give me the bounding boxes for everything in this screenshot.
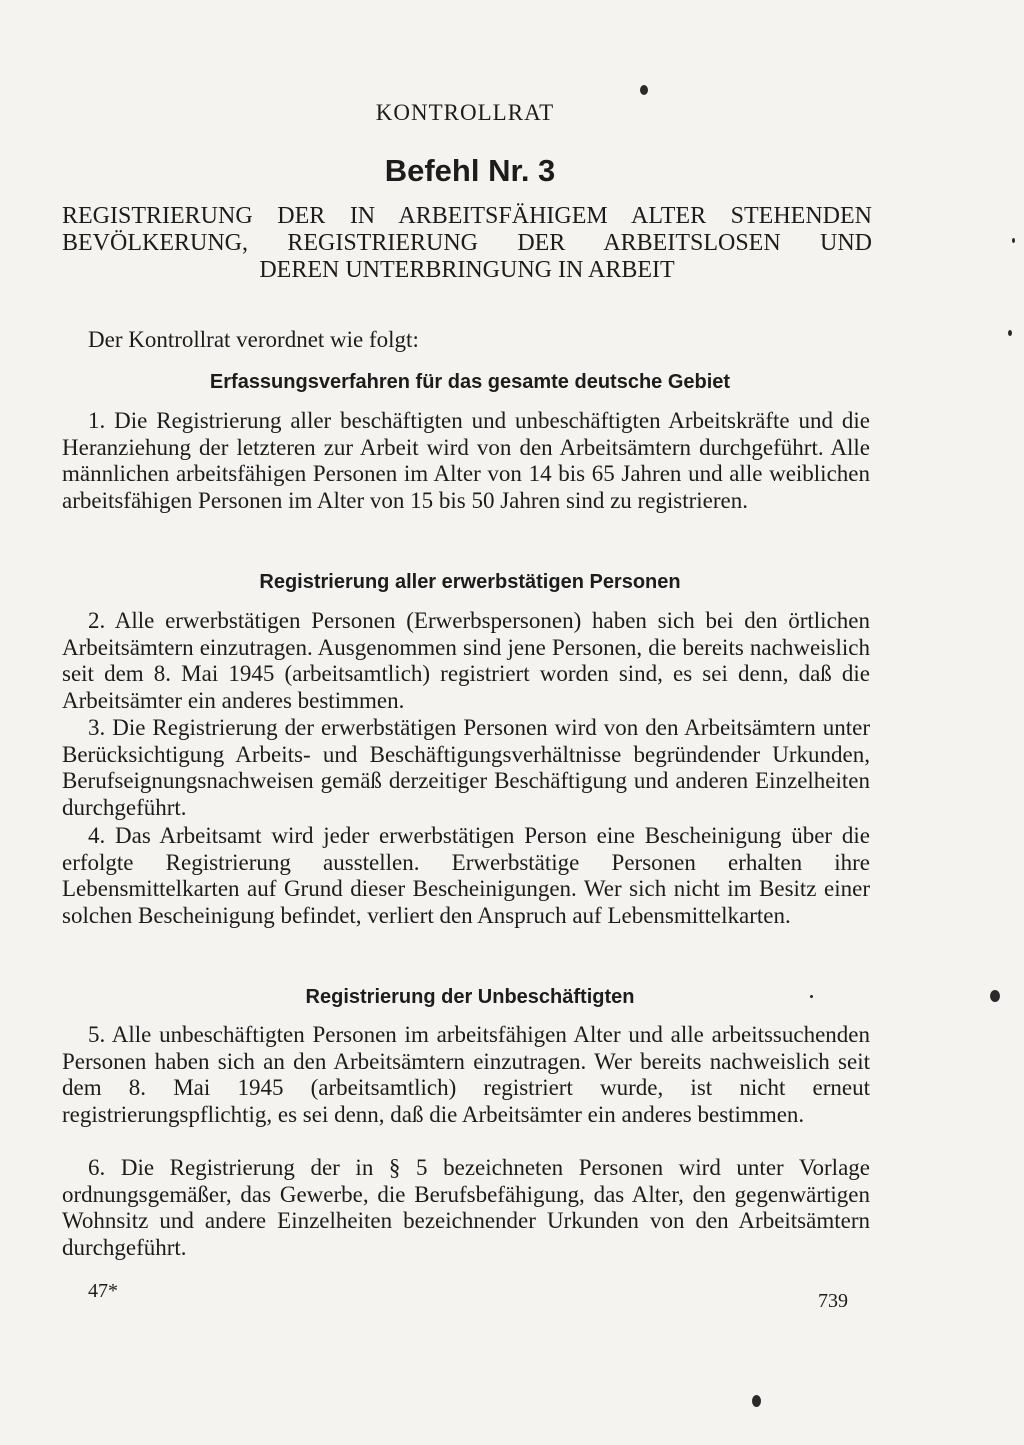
paragraph-6: 6. Die Registrierung der in § 5 bezeichneten Personen wird unter Vorlage ordnungsgemäßer, das Gewerbe, die Berufsbefähigung, das Alter, den gegenwärtigen Wohnsitz und andere Einzelheiten bezeichnender Urkunden von den Arbeitsämtern durchgeführt.: [62, 1155, 870, 1260]
page-number: 739: [818, 1290, 848, 1312]
scan-speck: [752, 1395, 761, 1407]
scan-speck: [810, 995, 813, 998]
section-heading-unbeschaeftigte: Registrierung der Unbeschäftigten: [305, 986, 635, 1008]
section-heading-erfassungsverfahren: Erfassungsverfahren für das gesamte deutsche Gebiet: [209, 371, 731, 393]
scan-speck: [640, 85, 648, 95]
scan-speck: [1008, 330, 1012, 336]
order-subtitle: [62, 203, 872, 284]
scan-speck: [1012, 238, 1015, 243]
subtitle-line-3: DEREN UNTERBRINGUNG IN ARBEIT: [259, 257, 675, 283]
scan-speck: [990, 990, 1000, 1002]
organization-heading: KONTROLLRAT: [375, 100, 555, 125]
paragraph-2: 2. Alle erwerbstätigen Personen (Erwerbspersonen) haben sich bei den örtlichen Arbeitsämtern einzutragen. Ausgenommen sind jene Personen, die bereits nachweislich seit dem 8. Mai 1945 (arbeitsamtlich) registriert worden sind, es sei denn, daß die Arbeitsämter ein anderes bestimmen.: [62, 608, 870, 713]
paragraph-5: 5. Alle unbeschäftigten Personen im arbeitsfähigen Alter und alle arbeitssuchenden Personen haben sich an den Arbeitsämtern einzutragen. Wer bereits nachweislich seit dem 8. Mai 1945 (arbeitsamtlich) registriert wurde, ist nicht erneut registrierungspflichtig, es sei denn, daß die Arbeitsämter ein anderes bestimmen.: [62, 1022, 870, 1127]
intro-text: Der Kontrollrat verordnet wie folgt:: [88, 327, 419, 352]
paragraph-4: 4. Das Arbeitsamt wird jeder erwerbstätigen Person eine Bescheinigung über die erfolgte Registrierung ausstellen. Erwerbstätige Personen erhalten ihre Lebensmittelkarten auf Grund dieser Bescheinigungen. Wer sich nicht im Besitz einer solchen Bescheinigung befindet, verliert den Anspruch auf Lebensmittelkarten.: [62, 823, 870, 928]
paragraph-1: 1. Die Registrierung aller beschäftigten und unbeschäftigten Arbeitskräfte und die Heranziehung der letzteren zur Arbeit wird von den Arbeitsämtern durchgeführt. Alle männlichen arbeitsfähigen Personen im Alter von 14 bis 65 Jahren und alle weiblichen arbeitsfähigen Personen im Alter von 15 bis 50 Jahren sind zu registrieren.: [62, 408, 870, 513]
order-title: Befehl Nr. 3: [384, 153, 556, 188]
subtitle-line-2: BEVÖLKERUNG, REGISTRIERUNG DER ARBEITSLOSEN UND: [62, 230, 872, 256]
signature-mark: 47*: [88, 1280, 118, 1302]
section-heading-erwerbstaetige: Registrierung aller erwerbstätigen Personen: [259, 571, 681, 593]
paragraph-3: 3. Die Registrierung der erwerbstätigen Personen wird von den Arbeitsämtern unter Berücksichtigung Arbeits- und Beschäftigungsverhältnisse begründender Urkunden, Berufseignungsnachweisen gemäß derzeitiger Beschäftigung und anderen Einzelheiten durchgeführt.: [62, 715, 870, 820]
subtitle-line-1: REGISTRIERUNG DER IN ARBEITSFÄHIGEM ALTER STEHENDEN: [62, 203, 872, 229]
